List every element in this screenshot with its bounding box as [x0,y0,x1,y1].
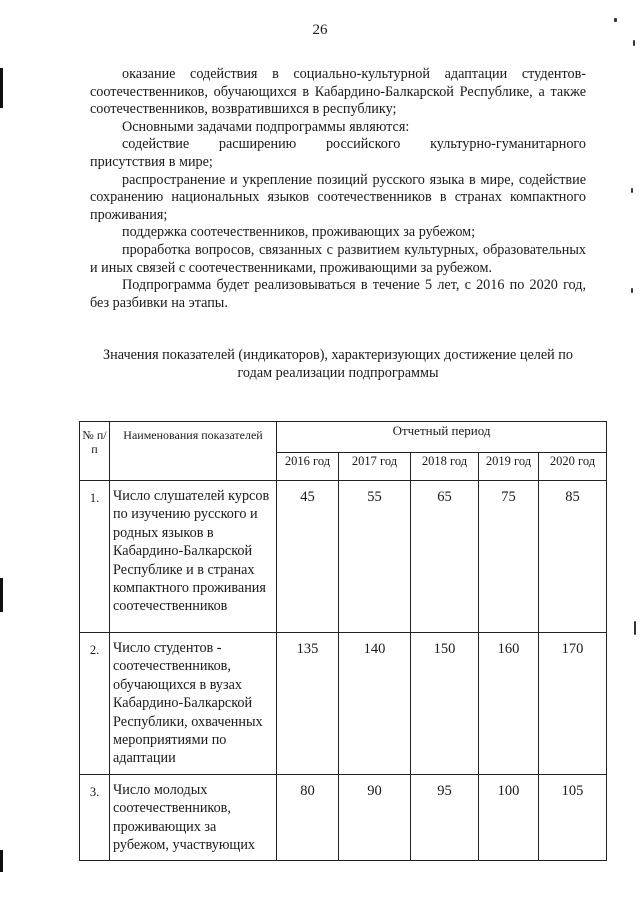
paragraph: Подпрограмма будет реализовываться в течение 5 лет, с 2016 по 2020 год, без разбивки на этапы. [90,277,586,311]
scan-speck [631,288,633,293]
scan-speck [631,188,633,193]
indicator-name: Число молодых соотечественников, проживающих за рубежом, участвующих [110,774,277,861]
row-number: 1. [80,481,110,633]
header-year: 2020 год [539,453,607,481]
paragraph: распространение и укрепление позиций русского языка в мире, содействие сохранению национальных языков соотечественников в странах компактного проживания; [90,171,586,223]
scan-speck [633,40,635,46]
indicator-value: 95 [411,774,479,861]
header-number: № п/п [80,422,110,481]
header-indicator-name: Наименования показателей [110,422,277,481]
indicator-value: 170 [539,633,607,775]
indicator-value: 135 [277,633,339,775]
header-year: 2018 год [411,453,479,481]
paragraph: Основными задачами подпрограммы являются: [122,118,410,135]
table-row [80,633,607,775]
paragraph: содействие расширению российского культурно-гуманитарного присутствия в мире; [90,136,586,170]
section-title: Значения показателей (индикаторов), характеризующих достижение целей по годам реализации подпрограммы [103,347,573,381]
table-header-row [80,422,607,453]
indicator-value: 160 [479,633,539,775]
page-number: 26 [312,22,328,38]
paragraph: поддержка соотечественников, проживающих за рубежом; [122,224,476,241]
indicators-table [79,421,607,861]
header-year: 2019 год [479,453,539,481]
indicator-value: 80 [277,774,339,861]
row-number: 2. [80,633,110,775]
header-reporting-period: Отчетный период [277,422,607,453]
header-year: 2017 год [339,453,411,481]
body-text [90,66,586,312]
indicator-value: 75 [479,481,539,633]
indicator-value: 85 [539,481,607,633]
indicator-value: 140 [339,633,411,775]
indicator-value: 45 [277,481,339,633]
scan-speck [634,621,636,635]
indicator-value: 65 [411,481,479,633]
indicator-value: 105 [539,774,607,861]
indicator-value: 90 [339,774,411,861]
table-row [80,774,607,861]
paragraph: проработка вопросов, связанных с развитием культурных, образовательных и иных связей с соотечественниками, проживающими за рубежом. [90,241,586,276]
scan-margin-mark [0,578,3,612]
indicator-name: Число студентов - соотечественников, обучающихся в вузах Кабардино-Балкарской Республики, охваченных мероприятиями по адаптации [110,633,277,775]
indicator-name: Число слушателей курсов по изучению русского и родных языков в Кабардино-Балкарской Республике и в странах компактного проживания соотечественников [110,481,277,633]
row-number: 3. [80,774,110,861]
header-year: 2016 год [277,453,339,481]
indicator-value: 150 [411,633,479,775]
scan-margin-mark [0,850,3,872]
indicator-value: 55 [339,481,411,633]
indicator-value: 100 [479,774,539,861]
paragraph: оказание содействия в социально-культурной адаптации студентов-соотечественников, обучающихся в Кабардино-Балкарской Республике, а также соотечественников, возвратившихся в республику; [90,66,586,118]
table-row [80,481,607,633]
scan-margin-mark [0,68,3,108]
